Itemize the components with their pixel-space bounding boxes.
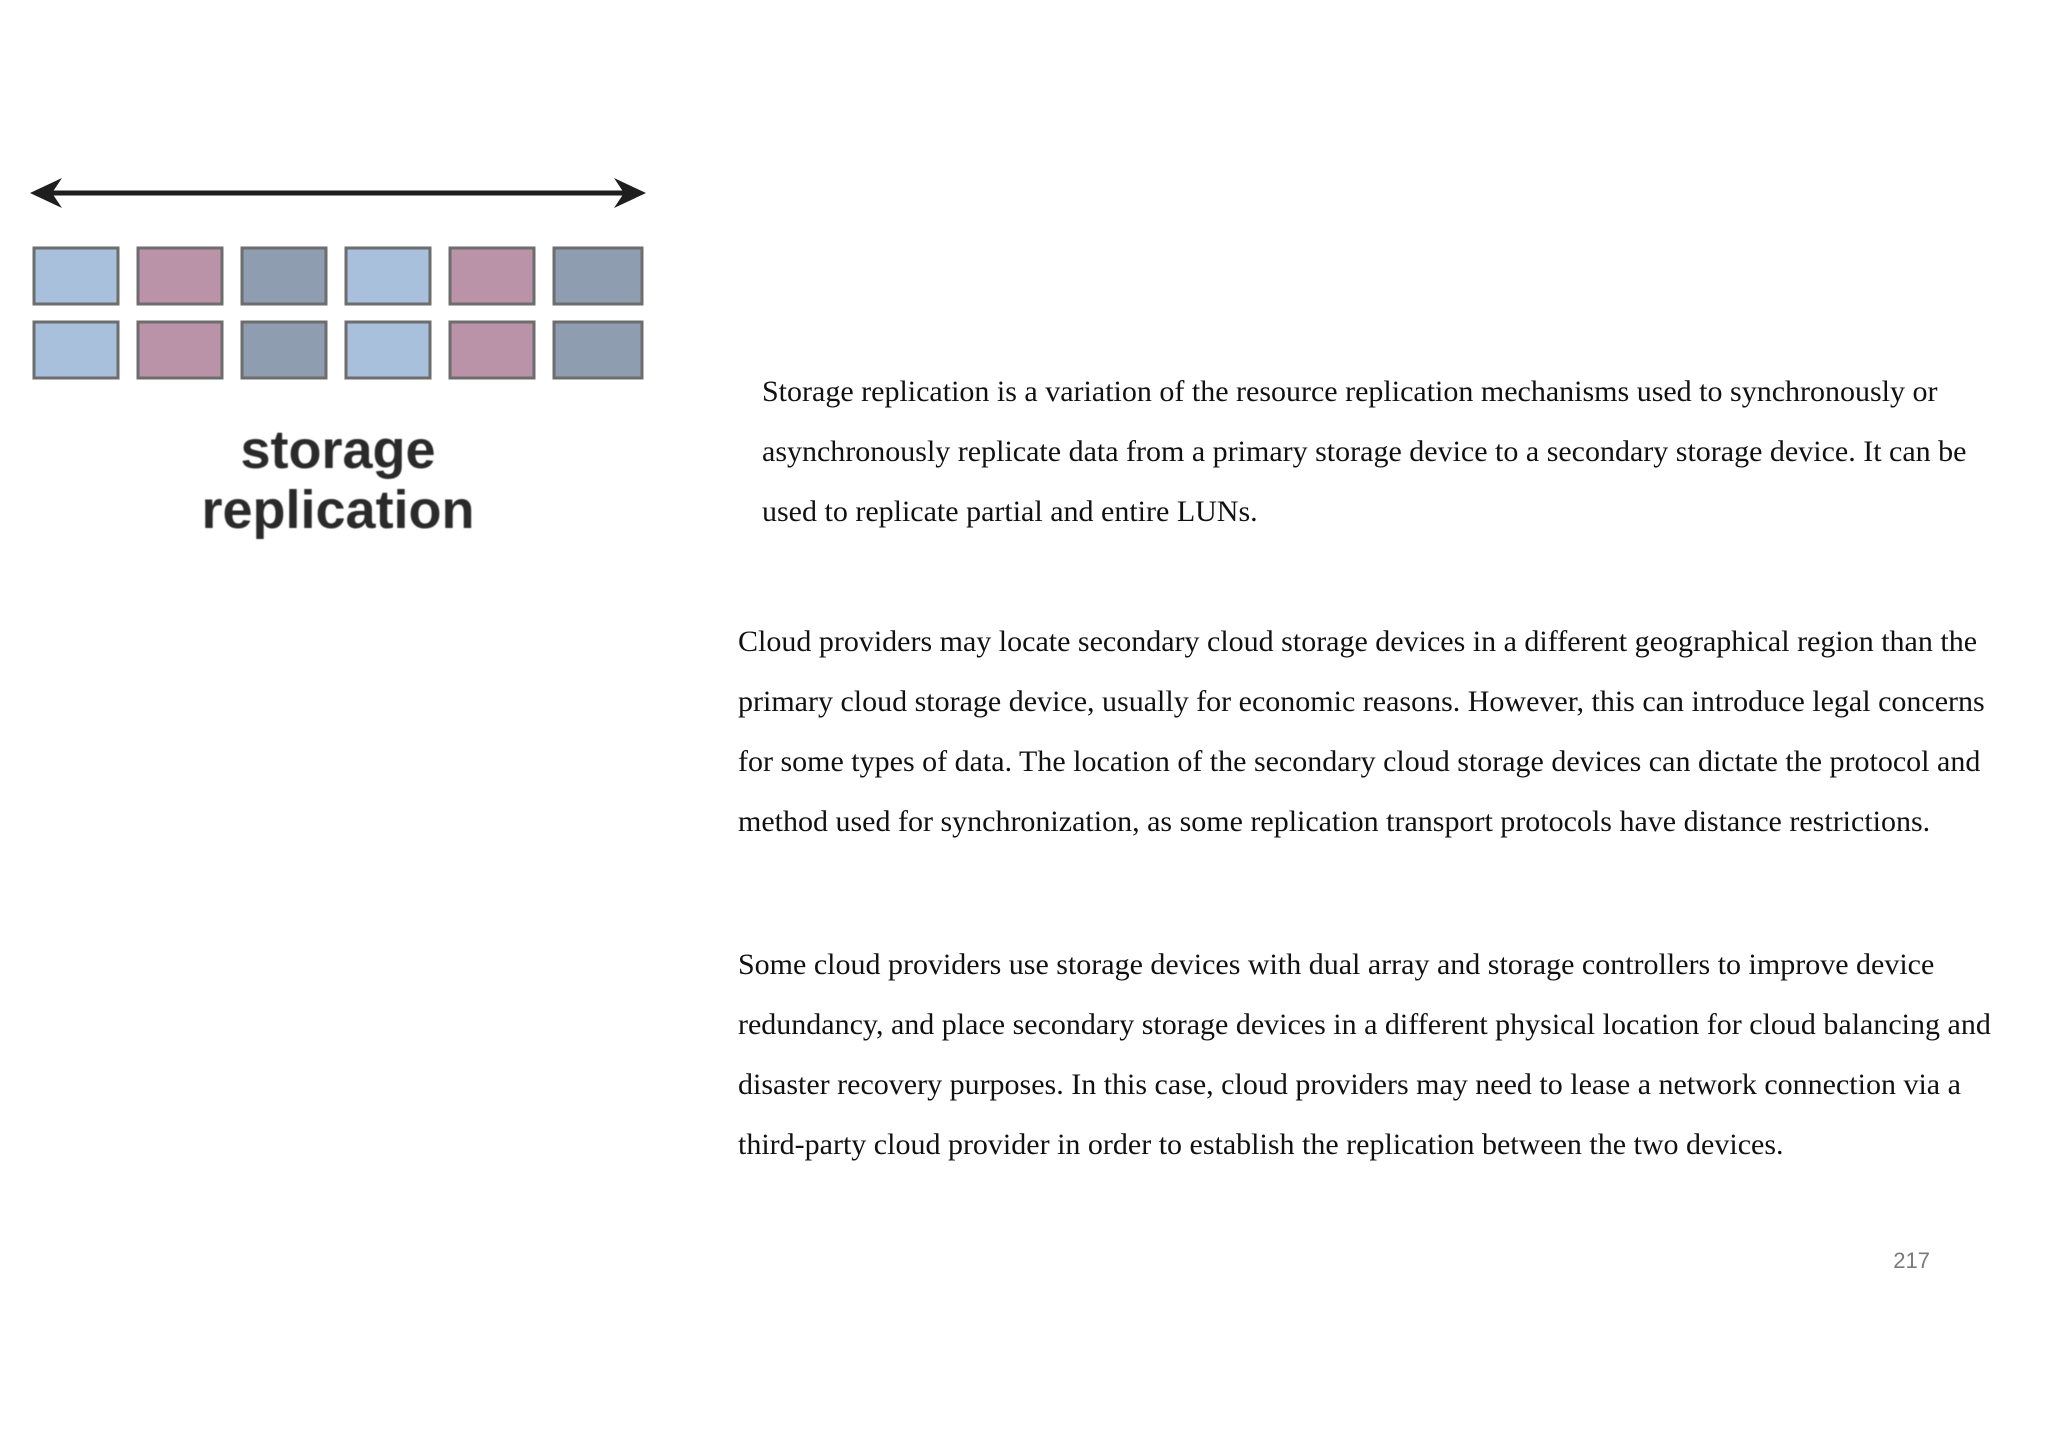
storage-cell — [138, 322, 222, 378]
storage-cell — [346, 322, 430, 378]
storage-cell — [450, 248, 534, 304]
storage-replication-figure — [28, 170, 648, 550]
double-arrow-icon — [30, 178, 646, 208]
figure-caption-line-1: storage — [240, 420, 436, 480]
storage-cell — [554, 322, 642, 378]
storage-cell — [138, 248, 222, 304]
paragraph-storage-replication-definition: Storage replication is a variation of the resource replication mechanisms used to synchronously or asynchronously replicate data from a primary storage device to a secondary storage device. It can be used to replicate partial and entire LUNs. — [762, 375, 1967, 528]
figure-caption-line-2: replication — [201, 480, 475, 540]
storage-replication-diagram — [28, 170, 648, 390]
paragraph-geographical-region: Cloud providers may locate secondary cloud storage devices in a different geographical region than the primary cloud storage device, usually for economic reasons. However, this can introduce legal concerns for some types of data. The location of the secondary cloud storage devices can dictate the protocol and method used for synchronization, as some replication transport protocols have distance restrictions. — [738, 625, 1985, 838]
storage-cell — [346, 248, 430, 304]
storage-cell — [34, 322, 118, 378]
storage-cell — [34, 248, 118, 304]
page-number: 217 — [1893, 1248, 1930, 1273]
storage-cell — [242, 322, 326, 378]
storage-cells-row-bottom — [34, 322, 642, 378]
storage-cells-row-top — [34, 248, 642, 304]
storage-cell — [450, 322, 534, 378]
storage-cell — [242, 248, 326, 304]
paragraph-dual-array-controllers: Some cloud providers use storage devices with dual array and storage controllers to improve device redundancy, and place secondary storage devices in a different physical location for cloud balancing and disaster recovery purposes. In this case, cloud providers may need to lease a network connection via a third-party cloud provider in order to establish the replication between the two devices. — [738, 948, 1991, 1161]
storage-cell — [554, 248, 642, 304]
figure-caption — [28, 420, 648, 540]
